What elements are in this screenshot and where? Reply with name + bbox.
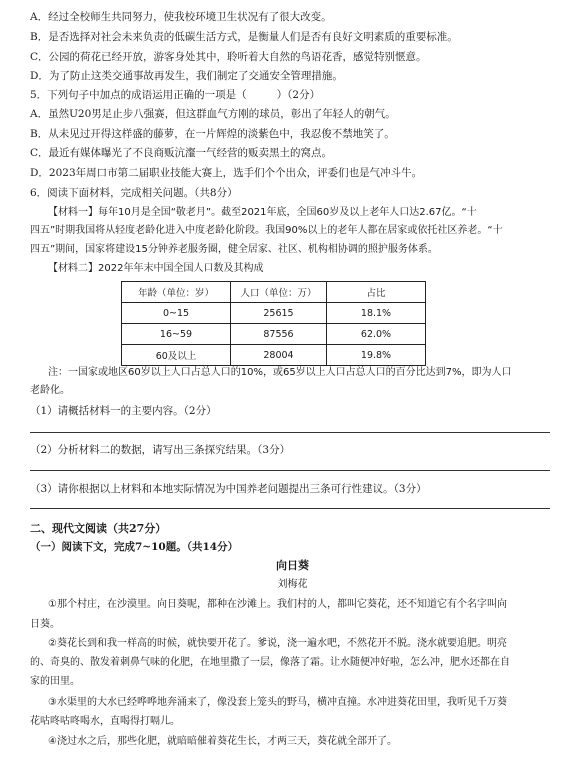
q4-option-b: B．是否选择对社会未来负责的低碳生活方式，是衡量人们是否有良好文明素质的重要标准。 [30,31,458,43]
q4-option-c: C．公园的荷花已经开放，游客身处其中，聆听着大自然的鸟语花香，感觉特别惬意。 [30,51,427,63]
paragraph-line: ①那个村庄，在沙漠里。向日葵呢，都种在沙滩上。我们村的人，都叫它葵花，还不知道它有个名字叫向 [48,599,507,610]
table-header-cell: 年龄（单位：岁） [122,282,231,303]
q5-stem [30,88,320,102]
q4-option-d: D．为了防止这类交通事故再发生，我们制定了交通安全管理措施。 [30,70,343,82]
paragraph-line: 的、奇臭的、散发着刺鼻气味的化肥，在地里撒了一层，像落了霜。让水随便冲好啦，怎么冲，肥水还都在自 [30,657,510,668]
q5-option-a: A．虽然U20男足止步八强赛，但这群血气方刚的球员，彰出了年轻人的朝气。 [30,108,396,120]
q4-option-a: A．经过全校师生共同努力，使我校环境卫生状况有了很大改变。 [30,11,332,23]
table-cell: 0~15 [122,303,231,324]
table-note: 老龄化。 [30,385,70,396]
table-cell: 25615 [231,303,327,324]
q5-stem-end: ）（2分） [276,89,321,101]
paragraph-line: ④浇过水之后，那些化肥，就暗暗催着葵花生长，才两三天，葵花就全部开了。 [48,736,397,747]
paragraph-line: 花咕咚咕咚喝水，直喝得打嗝儿。 [30,716,180,727]
section2-subtitle: （一）阅读下文，完成7~10题。（共14分） [30,541,239,553]
table-cell: 60及以上 [122,345,231,366]
q5-stem-text: 5．下列句子中加点的成语运用正确的一项是（ [30,89,247,101]
table-cell: 62.0% [327,324,426,345]
paragraph-line: ③水渠里的大水已经哗哗地奔涌来了，像没套上笼头的野马，横冲直撞。水冲进葵花田里，我听见千万葵 [48,697,507,708]
table-cell: 18.1% [327,303,426,324]
article-title: 向日葵 [276,559,309,572]
q6-sub1: （1）请概括材料一的主要内容。（2分） [30,405,217,417]
q5-option-c: C．最近有媒体曝光了不良商贩沆瀣一气经营的贩卖黑土的窝点。 [30,147,333,159]
table-row [122,345,426,366]
paragraph-line: 家的田里。 [30,676,80,687]
table-row [122,324,426,345]
population-table [121,281,426,366]
q6-sub3: （3）请你根据以上材料和本地实际情况为中国养老问题提出三条可行性建议。（3分） [30,483,427,495]
paragraph-line: ②葵花长到和我一样高的时候，就快要开花了。爹说，浇一遍水吧，不然花开不脱。浇水就要追肥。明亮 [48,638,507,649]
material1-line: 四五”时期我国将从轻度老龄化进入中度老龄化阶段。我国90%以上的老年人都在居家或依托社区养老。“十 [30,225,503,236]
q6-sub2: （2）分析材料二的数据，请写出三条探究结果。（3分） [30,444,291,456]
table-cell: 19.8% [327,345,426,366]
table-header-cell: 人口（单位：万） [231,282,327,303]
answer-line[interactable] [30,470,550,471]
paragraph-line: 日葵。 [30,619,60,630]
answer-line[interactable] [30,508,550,509]
table-cell: 28004 [231,345,327,366]
q5-option-d: D．2023年周口市第二届职业技能大赛上，选手们个个出众，评委们也是气冲斗牛。 [30,167,423,179]
material2-title: 【材料二】2022年年末中国全国人口数及其构成 [48,263,264,274]
table-cell: 16~59 [122,324,231,345]
material1-line: 四五”期间，国家将建设15分钟养老服务圈，健全居家、社区、机构相协调的照护服务体系。 [30,244,438,255]
table-note: 注：一国家或地区60岁以上人口占总人口的10%，或65岁以上人口占总人口的百分比达到7%，即为人口 [48,367,512,378]
q6-stem: 6．阅读下面材料，完成相关问题。（共8分） [30,187,238,199]
section2-title: 二、现代文阅读（共27分） [30,522,167,535]
table-header-cell: 占比 [327,282,426,303]
answer-line[interactable] [30,432,550,433]
material1-line: 【材料一】每年10月是全国“敬老月”。截至2021年底，全国60岁及以上老年人口达2.67亿。“十 [48,207,477,218]
table-row [122,303,426,324]
q5-option-b: B．从未见过开得这样盛的藤萝，在一片辉煌的淡紫色中，我忍俊不禁地笑了。 [30,128,395,140]
table-header-row [122,282,426,303]
article-author: 刘梅花 [277,579,308,590]
table-cell: 87556 [231,324,327,345]
